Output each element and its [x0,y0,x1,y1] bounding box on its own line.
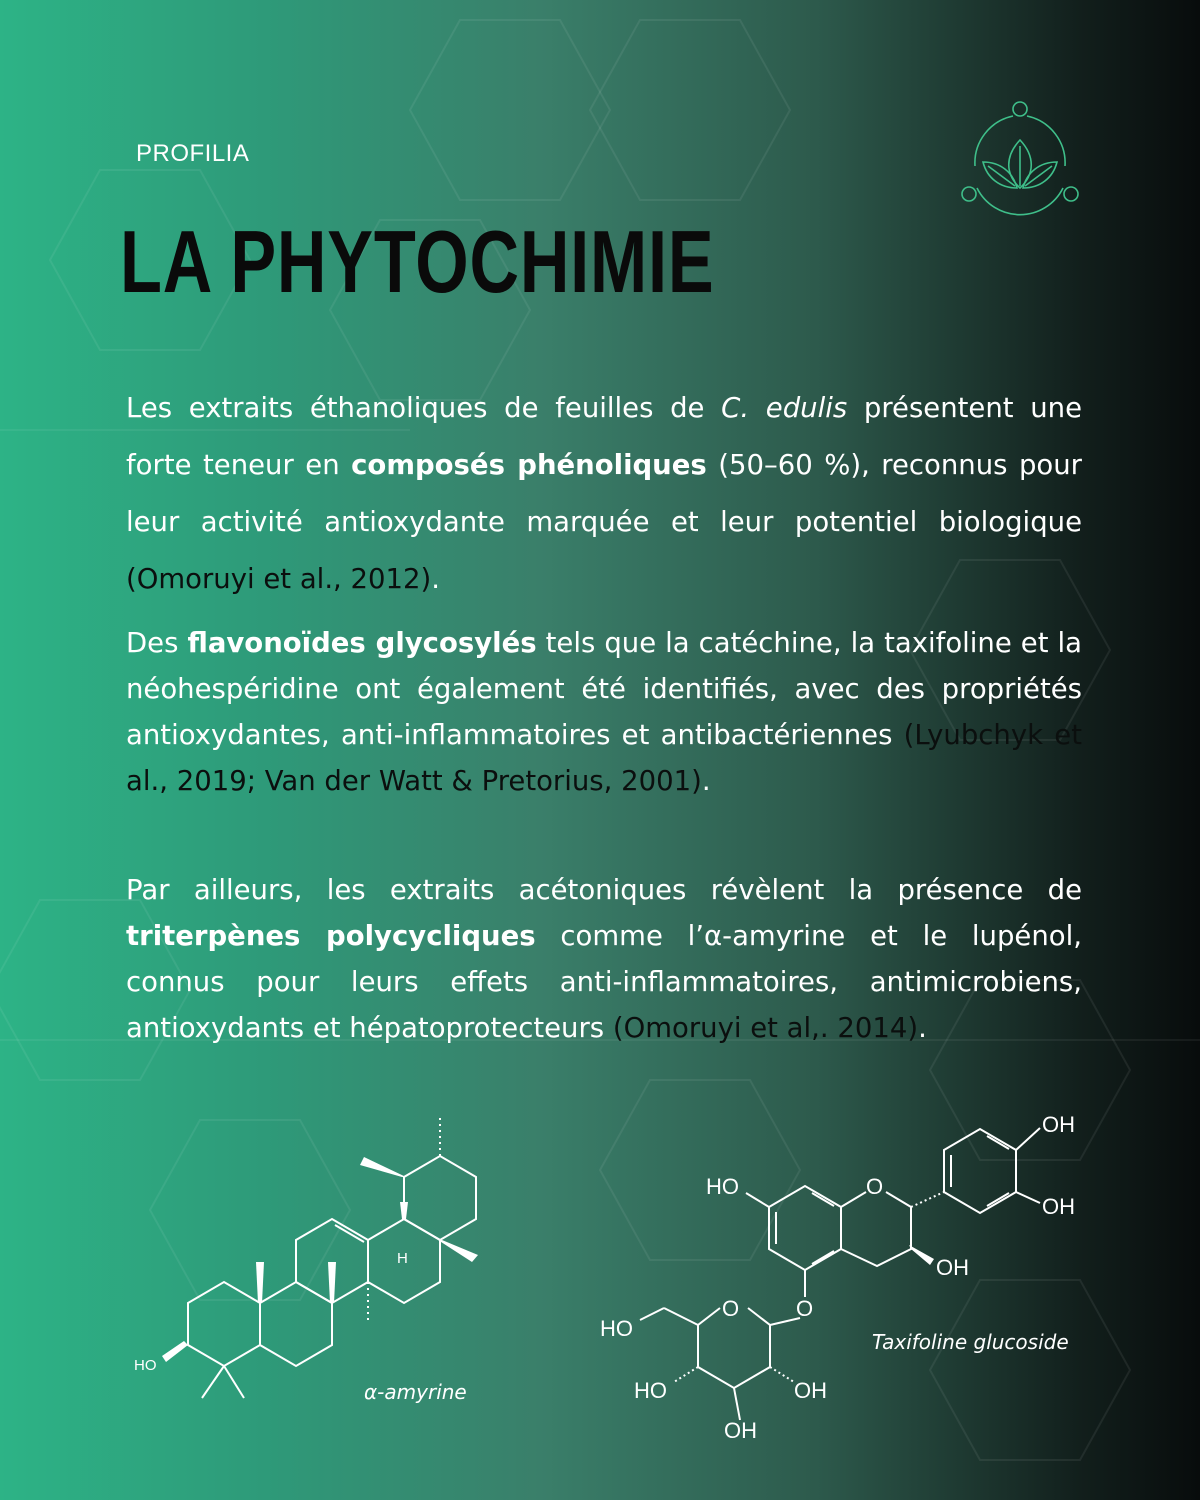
ho-label-3: HO [634,1378,667,1403]
paragraph-phenolics [126,380,1082,608]
caption-taxifoline-glucoside: Taxifoline glucoside [872,1330,1069,1354]
paragraph-triterpenes [126,867,1082,1051]
leaf-circle-icon [955,96,1085,226]
paragraph-flavonoids [126,620,1082,804]
p1-text-1: Les extraits éthanoliques de feuilles de [126,392,722,424]
sugar-o-label: O [722,1296,740,1321]
p3-text-1: Par ailleurs, les extraits acétoniques révèlent la présence de [126,874,1082,906]
p3-text-2: comme l’α-amyrine et le lupénol, connus pour leurs effets anti-inflammatoires, antimicrobiens, antioxydants et hépatoprotecteurs [126,920,1082,1044]
ho-label-2: HO [600,1316,633,1341]
p1-species: C. edulis [721,392,848,424]
oh-label-4: OH [794,1378,827,1403]
p2-bold: flavonoïdes glycosylés [187,627,537,659]
molecule-structures [0,1090,1200,1470]
p1-bold: composés phénoliques [351,449,707,481]
p1-text-3: (50–60 %), reconnus pour leur activité antioxydante marquée et leur potentiel biologique [126,449,1082,538]
alpha-amyrine-structure [188,1118,476,1398]
oh-label-1: OH [1042,1112,1075,1137]
p3-citation: (Omoruyi et al,. 2014) [612,1012,919,1044]
page-title: LA PHYTOCHIMIE [120,212,715,311]
caption-alpha-amyrine: α-amyrine [364,1380,467,1404]
oh-label-2: OH [1042,1194,1075,1219]
ho-label-1: HO [706,1174,739,1199]
p1-text-2: présentent une forte teneur en [126,392,1083,481]
p3-text-3: . [918,1012,927,1044]
p1-citation: (Omoruyi et al., 2012) [126,563,432,595]
ring-o-label: O [866,1174,884,1199]
oh-label-3: OH [936,1255,969,1280]
p2-text-2: tels que la catéchine, la taxifoline et la néohespéridine ont également été identifiés, avec des propriétés antioxydantes, anti-inflammatoires et antibactériennes [126,627,1082,751]
brand-name: PROFILIA [136,140,250,167]
glyco-o-label: O [796,1296,814,1321]
p2-text-1: Des [126,627,188,659]
p3-bold: triterpènes polycycliques [126,920,536,952]
p2-citation: (Lyubchyk et al., 2019; Van der Watt & Pretorius, 2001) [126,719,1082,797]
taxifoline-glucoside-structure [640,1128,1040,1420]
amyrine-ho-label: HO [134,1357,157,1374]
p1-text-4: . [431,563,441,595]
p2-text-3: . [701,765,711,797]
amyrine-h-label: H [397,1250,408,1267]
oh-label-5: OH [724,1418,757,1443]
